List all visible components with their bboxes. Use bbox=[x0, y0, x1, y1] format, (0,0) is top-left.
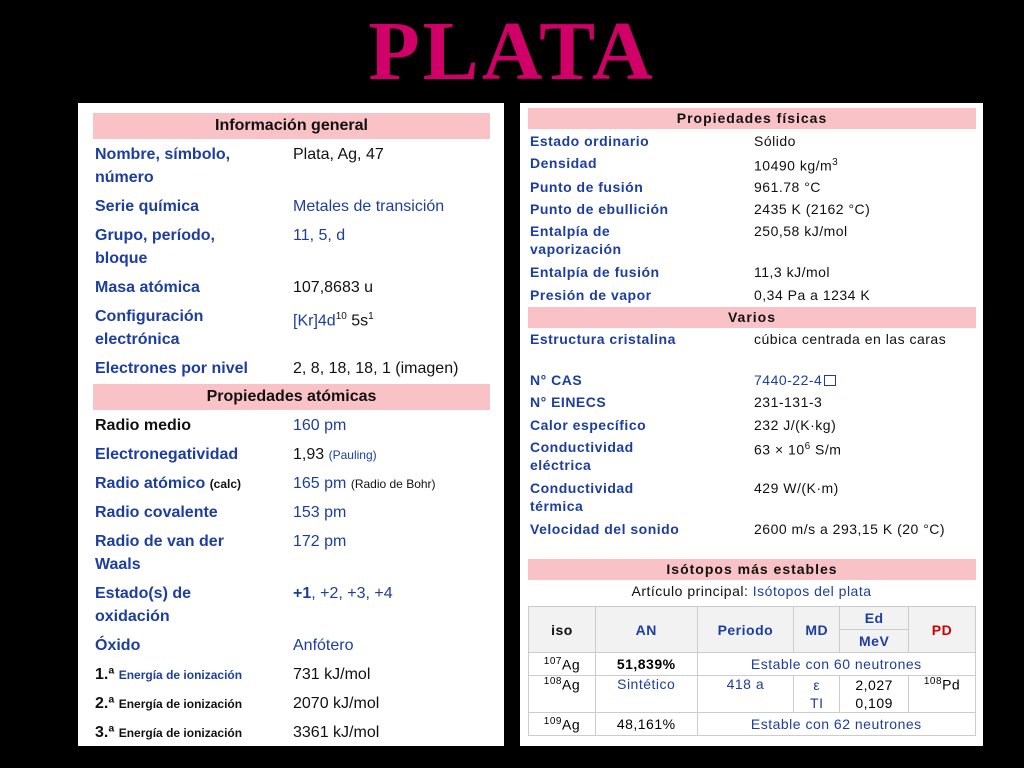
label-speed-of-sound[interactable]: Velocidad del sonido bbox=[530, 521, 680, 537]
config-5s: 5s bbox=[346, 312, 369, 330]
ionization-1-link[interactable]: Energía de ionización bbox=[118, 668, 243, 682]
header-isotopes: Isótopos más estables bbox=[528, 559, 976, 580]
isotope-symbol: Ag bbox=[561, 716, 581, 733]
value-electrical-conductivity bbox=[754, 438, 979, 459]
label-specific-heat[interactable]: Calor específico bbox=[530, 417, 647, 433]
conductivity-unit: S/m bbox=[810, 441, 842, 458]
label-mean-radius: Radio medio bbox=[95, 417, 192, 434]
label-name-symbol-number[interactable]: Nombre, símbolo, número bbox=[95, 146, 231, 186]
value-cas-number[interactable] bbox=[754, 371, 979, 389]
label-group-period-block[interactable]: Grupo, período, bloque bbox=[95, 227, 215, 267]
col-pd[interactable]: PD bbox=[909, 607, 976, 653]
atomic-radius-text: Radio atómico bbox=[95, 475, 206, 492]
isotopes-main-article bbox=[520, 582, 983, 600]
oxidation-others: , +2, +3, +4 bbox=[311, 585, 393, 602]
value-density bbox=[754, 154, 979, 175]
isotope-cell bbox=[529, 653, 596, 676]
value-covalent-radius[interactable]: 153 pm bbox=[293, 504, 347, 521]
value-mean-radius bbox=[293, 414, 503, 437]
label-atomic-radius[interactable] bbox=[95, 472, 285, 496]
isotope-mass: 107 bbox=[543, 655, 562, 667]
isotope-cell bbox=[529, 676, 596, 713]
decay-mode-2: TI bbox=[810, 695, 824, 711]
isotope-abundance: 48,161% bbox=[595, 713, 697, 736]
label-vapor-pressure[interactable]: Presión de vapor bbox=[530, 287, 652, 303]
label-electrical-conductivity[interactable]: Conductividad eléctrica bbox=[530, 439, 634, 473]
value-electrons-per-shell: 2, 8, 18, 18, 1 (imagen) bbox=[293, 360, 459, 377]
value-ionization-2: 2070 kJ/mol bbox=[293, 695, 380, 712]
infobox-left bbox=[78, 103, 504, 746]
electronegativity-number: 1,93 bbox=[293, 446, 325, 463]
label-oxide[interactable]: Óxido bbox=[95, 637, 141, 654]
pauling-link[interactable]: (Pauling) bbox=[328, 448, 377, 462]
value-group-period-block[interactable]: 11, 5, d bbox=[293, 227, 346, 244]
config-core[interactable]: [Kr]4d bbox=[293, 312, 336, 330]
header-general-info: Información general bbox=[93, 113, 490, 139]
label-vaporization-enthalpy[interactable]: Entalpía de vaporización bbox=[530, 223, 622, 257]
value-electronegativity bbox=[293, 443, 503, 467]
value-mean-radius-text[interactable]: 160 pm bbox=[293, 417, 347, 434]
header-physical-properties: Propiedades físicas bbox=[528, 108, 976, 129]
label-electron-configuration[interactable]: Configuración electrónica bbox=[95, 308, 204, 348]
value-atomic-mass: 107,8683 u bbox=[293, 279, 374, 296]
label-covalent-radius[interactable]: Radio covalente bbox=[95, 504, 218, 521]
product-symbol: Pd bbox=[942, 676, 961, 693]
value-name-symbol-number: Plata, Ag, 47 bbox=[293, 146, 384, 163]
isotope-symbol: Ag bbox=[561, 676, 581, 693]
main-article-link[interactable]: Isótopos del plata bbox=[752, 583, 872, 599]
decay-mode-1: ε bbox=[813, 677, 821, 693]
isotope-decay-energy bbox=[840, 676, 909, 713]
isotope-symbol: Ag bbox=[561, 656, 581, 673]
value-melting-point: 961.78 °C bbox=[754, 179, 821, 195]
decay-energy-1: 2,027 bbox=[855, 677, 893, 693]
col-md[interactable]: MD bbox=[794, 607, 840, 653]
label-electronegativity[interactable]: Electronegatividad bbox=[95, 446, 239, 463]
label-cas-number[interactable]: N° CAS bbox=[530, 372, 583, 388]
infobox-right bbox=[520, 103, 983, 746]
value-boiling-point: 2435 K (2162 °C) bbox=[754, 201, 871, 217]
isotope-cell bbox=[529, 713, 596, 736]
isotope-table bbox=[528, 606, 976, 736]
value-ordinary-state: Sólido bbox=[754, 133, 796, 149]
value-electron-configuration bbox=[293, 305, 503, 332]
main-article-prefix: Artículo principal: bbox=[631, 583, 753, 599]
density-sup: 3 bbox=[832, 157, 839, 168]
calc-note: (calc) bbox=[209, 477, 242, 491]
value-ionization-3: 3361 kJ/mol bbox=[293, 724, 380, 741]
col-ed-unit[interactable]: MeV bbox=[840, 630, 909, 653]
value-van-der-waals-radius[interactable]: 172 pm bbox=[293, 533, 347, 550]
oxidation-main: +1 bbox=[293, 585, 312, 602]
product-mass: 108 bbox=[923, 676, 943, 687]
col-an[interactable]: AN bbox=[595, 607, 697, 653]
label-density[interactable]: Densidad bbox=[530, 155, 598, 171]
label-thermal-conductivity[interactable]: Conductividad térmica bbox=[530, 480, 634, 514]
external-link-icon bbox=[824, 375, 836, 386]
col-iso: iso bbox=[529, 607, 596, 653]
col-ed[interactable]: Ed bbox=[840, 607, 909, 630]
value-atomic-radius bbox=[293, 472, 503, 496]
table-row bbox=[529, 713, 976, 736]
value-einecs-number: 231-131-3 bbox=[754, 394, 823, 410]
label-ionization-1 bbox=[95, 663, 285, 687]
isotope-decay-product bbox=[909, 676, 976, 713]
config-sup-10: 10 bbox=[335, 311, 347, 322]
isotope-mass: 109 bbox=[543, 715, 562, 727]
value-fusion-enthalpy: 11,3 kJ/mol bbox=[754, 264, 831, 280]
value-vaporization-enthalpy: 250,58 kJ/mol bbox=[754, 223, 848, 239]
isotope-header-row bbox=[529, 607, 976, 630]
label-van-der-waals-radius[interactable]: Radio de van der Waals bbox=[95, 533, 224, 573]
atomic-radius-pm[interactable]: 165 pm bbox=[293, 475, 347, 492]
value-thermal-conductivity: 429 W/(K·m) bbox=[754, 480, 839, 496]
table-row bbox=[529, 676, 976, 713]
cas-number-text: 7440-22-4 bbox=[754, 372, 823, 388]
isotope-stable-note[interactable]: Estable con 62 neutrones bbox=[697, 713, 975, 736]
label-ordinary-state[interactable]: Estado ordinario bbox=[530, 133, 650, 149]
label-chemical-series[interactable]: Serie química bbox=[95, 198, 200, 215]
ionization-2-text: Energía de ionización bbox=[118, 697, 243, 711]
label-crystal-structure[interactable]: Estructura cristalina bbox=[530, 331, 676, 347]
value-vapor-pressure: 0,34 Pa a 1234 K bbox=[754, 287, 871, 303]
isotope-period[interactable]: 418 a bbox=[697, 676, 794, 713]
config-sup-1: 1 bbox=[368, 311, 374, 322]
label-oxidation-states[interactable]: Estado(s) de oxidación bbox=[95, 585, 192, 625]
ionization-3-text: Energía de ionización bbox=[118, 726, 243, 740]
label-atomic-mass[interactable]: Masa atómica bbox=[95, 279, 200, 296]
isotope-decay-mode[interactable] bbox=[794, 676, 840, 713]
label-einecs-number[interactable]: N° EINECS bbox=[530, 394, 607, 410]
ionization-1-ordinal: 1.ª bbox=[95, 666, 115, 683]
label-fusion-enthalpy[interactable]: Entalpía de fusión bbox=[530, 264, 660, 280]
page-title: PLATA bbox=[368, 5, 656, 98]
label-electrons-per-shell[interactable]: Electrones por nivel bbox=[95, 360, 248, 377]
conductivity-sup: 6 bbox=[804, 441, 811, 452]
decay-energy-2: 0,109 bbox=[855, 695, 893, 711]
isotope-stable-note[interactable]: Estable con 60 neutrones bbox=[697, 653, 975, 676]
density-text: 10490 kg/m bbox=[754, 157, 833, 174]
label-melting-point[interactable]: Punto de fusión bbox=[530, 179, 644, 195]
header-misc: Varios bbox=[528, 307, 976, 328]
bohr-note: (Radio de Bohr) bbox=[350, 477, 436, 491]
isotope-abundance[interactable]: Sintético bbox=[595, 676, 697, 713]
value-crystal-structure: cúbica centrada en las caras bbox=[754, 331, 947, 347]
ionization-3-ordinal: 3.ª bbox=[95, 724, 115, 741]
value-specific-heat: 232 J/(K·kg) bbox=[754, 417, 837, 433]
header-atomic-properties: Propiedades atómicas bbox=[93, 384, 490, 410]
label-ionization-2 bbox=[95, 692, 285, 716]
isotope-abundance: 51,839% bbox=[595, 653, 697, 676]
label-ionization-3 bbox=[95, 721, 285, 745]
table-row bbox=[529, 653, 976, 676]
ionization-2-ordinal: 2.ª bbox=[95, 695, 115, 712]
conductivity-base: 63 × 10 bbox=[754, 441, 805, 458]
value-speed-of-sound: 2600 m/s a 293,15 K (20 °C) bbox=[754, 521, 946, 537]
label-boiling-point[interactable]: Punto de ebullición bbox=[530, 201, 669, 217]
value-ionization-1: 731 kJ/mol bbox=[293, 666, 371, 683]
col-period[interactable]: Periodo bbox=[697, 607, 794, 653]
value-oxide[interactable]: Anfótero bbox=[293, 637, 354, 654]
isotope-mass: 108 bbox=[543, 676, 562, 687]
value-chemical-series[interactable]: Metales de transición bbox=[293, 198, 445, 215]
value-oxidation-states[interactable] bbox=[293, 582, 503, 605]
